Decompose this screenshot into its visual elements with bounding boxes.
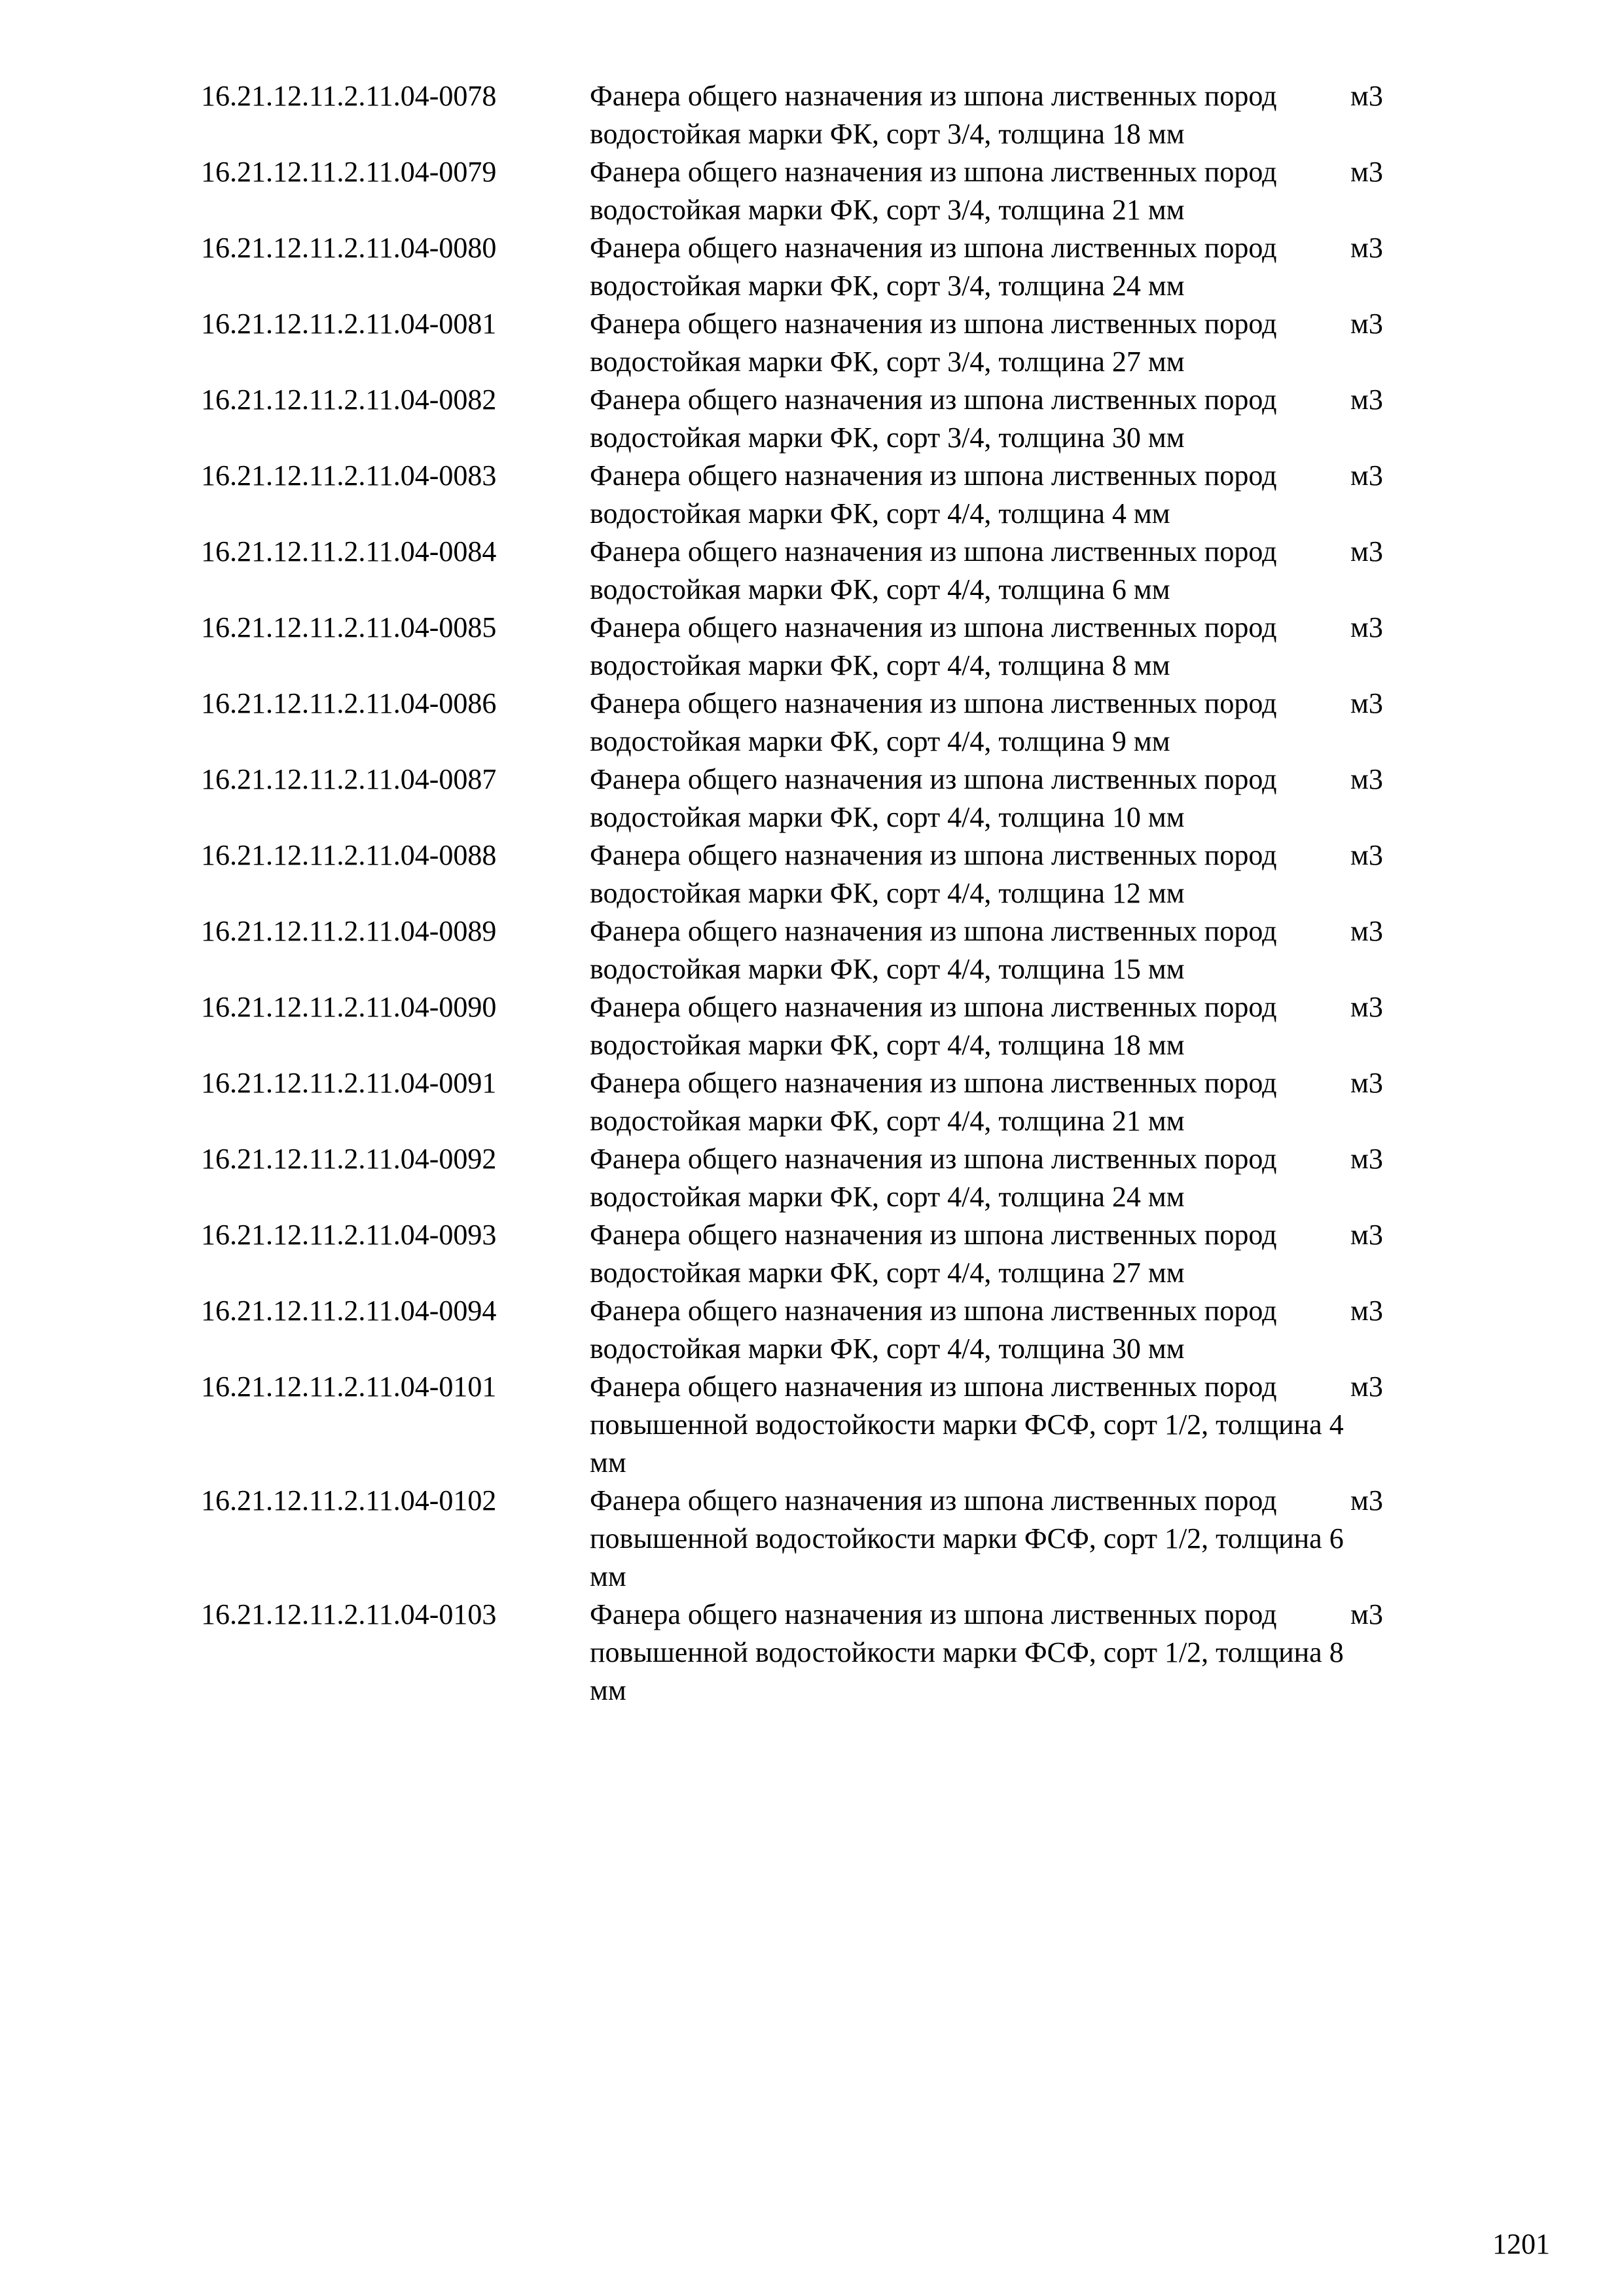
item-unit: м3 — [1350, 763, 1383, 795]
table-row — [201, 836, 1445, 912]
item-name: Фанера общего назначения из шпона лиственных пород водостойкая марки ФК, сорт 4/4, толщина 27 мм — [590, 1219, 1277, 1289]
item-code: 16.21.12.11.2.11.04-0102 — [201, 1484, 497, 1516]
item-name: Фанера общего назначения из шпона лиственных пород водостойкая марки ФК, сорт 3/4, толщина 24 мм — [590, 232, 1277, 302]
item-name: Фанера общего назначения из шпона лиственных пород водостойкая марки ФК, сорт 4/4, толщина 24 мм — [590, 1143, 1277, 1213]
item-name: Фанера общего назначения из шпона лиственных пород водостойкая марки ФК, сорт 3/4, толщина 27 мм — [590, 308, 1277, 378]
table-row — [201, 1292, 1445, 1368]
item-unit: м3 — [1350, 232, 1383, 264]
table-row — [201, 1482, 1445, 1596]
item-code: 16.21.12.11.2.11.04-0078 — [201, 80, 497, 112]
item-name: Фанера общего назначения из шпона лиственных пород повышенной водостойкости марки ФСФ, сорт 1/2, толщина 6 мм — [590, 1484, 1344, 1592]
item-code: 16.21.12.11.2.11.04-0085 — [201, 611, 497, 643]
item-unit: м3 — [1350, 1295, 1383, 1327]
item-code: 16.21.12.11.2.11.04-0080 — [201, 232, 497, 264]
item-code: 16.21.12.11.2.11.04-0086 — [201, 687, 497, 719]
table-row — [201, 1216, 1445, 1292]
item-unit: м3 — [1350, 1598, 1383, 1630]
item-unit: м3 — [1350, 915, 1383, 947]
item-name: Фанера общего назначения из шпона лиственных пород водостойкая марки ФК, сорт 4/4, толщина 30 мм — [590, 1295, 1277, 1365]
item-code: 16.21.12.11.2.11.04-0094 — [201, 1295, 497, 1327]
item-unit: м3 — [1350, 308, 1383, 340]
item-code: 16.21.12.11.2.11.04-0089 — [201, 915, 497, 947]
item-unit: м3 — [1350, 687, 1383, 719]
page-number: 1201 — [1492, 2228, 1550, 2260]
item-code: 16.21.12.11.2.11.04-0079 — [201, 156, 497, 188]
item-unit: м3 — [1350, 459, 1383, 492]
item-name: Фанера общего назначения из шпона лиственных пород водостойкая марки ФК, сорт 4/4, толщина 8 мм — [590, 611, 1277, 681]
item-unit: м3 — [1350, 535, 1383, 567]
item-unit: м3 — [1350, 1484, 1383, 1516]
item-unit: м3 — [1350, 1371, 1383, 1403]
item-unit: м3 — [1350, 384, 1383, 416]
item-name: Фанера общего назначения из шпона лиственных пород водостойкая марки ФК, сорт 4/4, толщина 18 мм — [590, 991, 1277, 1061]
table-row — [201, 305, 1445, 381]
item-code: 16.21.12.11.2.11.04-0093 — [201, 1219, 497, 1251]
item-name: Фанера общего назначения из шпона лиственных пород водостойкая марки ФК, сорт 3/4, толщина 21 мм — [590, 156, 1277, 226]
table-row — [201, 1140, 1445, 1216]
item-name: Фанера общего назначения из шпона лиственных пород повышенной водостойкости марки ФСФ, сорт 1/2, толщина 4 мм — [590, 1371, 1344, 1479]
table-row — [201, 1596, 1445, 1710]
item-code: 16.21.12.11.2.11.04-0084 — [201, 535, 497, 567]
item-name: Фанера общего назначения из шпона лиственных пород водостойкая марки ФК, сорт 4/4, толщина 12 мм — [590, 839, 1277, 909]
item-code: 16.21.12.11.2.11.04-0083 — [201, 459, 497, 492]
item-code: 16.21.12.11.2.11.04-0090 — [201, 991, 497, 1023]
table-row — [201, 229, 1445, 305]
table-row — [201, 988, 1445, 1064]
item-name: Фанера общего назначения из шпона лиственных пород водостойкая марки ФК, сорт 4/4, толщина 4 мм — [590, 459, 1277, 529]
table-row — [201, 1368, 1445, 1482]
item-name: Фанера общего назначения из шпона лиственных пород водостойкая марки ФК, сорт 4/4, толщина 10 мм — [590, 763, 1277, 833]
table-row — [201, 685, 1445, 761]
item-code: 16.21.12.11.2.11.04-0088 — [201, 839, 497, 871]
item-code: 16.21.12.11.2.11.04-0082 — [201, 384, 497, 416]
item-unit: м3 — [1350, 839, 1383, 871]
item-unit: м3 — [1350, 156, 1383, 188]
item-name: Фанера общего назначения из шпона лиственных пород водостойкая марки ФК, сорт 4/4, толщина 15 мм — [590, 915, 1277, 985]
item-name: Фанера общего назначения из шпона лиственных пород водостойкая марки ФК, сорт 4/4, толщина 6 мм — [590, 535, 1277, 605]
table-row — [201, 912, 1445, 988]
item-name: Фанера общего назначения из шпона лиственных пород водостойкая марки ФК, сорт 4/4, толщина 9 мм — [590, 687, 1277, 757]
item-code: 16.21.12.11.2.11.04-0103 — [201, 1598, 497, 1630]
item-code: 16.21.12.11.2.11.04-0087 — [201, 763, 497, 795]
table-row — [201, 457, 1445, 533]
item-code: 16.21.12.11.2.11.04-0081 — [201, 308, 497, 340]
item-unit: м3 — [1350, 1067, 1383, 1099]
item-unit: м3 — [1350, 1143, 1383, 1175]
table-row — [201, 381, 1445, 457]
item-code: 16.21.12.11.2.11.04-0101 — [201, 1371, 497, 1403]
table-row — [201, 533, 1445, 609]
table-row — [201, 761, 1445, 836]
item-name: Фанера общего назначения из шпона лиственных пород повышенной водостойкости марки ФСФ, сорт 1/2, толщина 8 мм — [590, 1598, 1344, 1706]
table-row — [201, 609, 1445, 685]
item-code: 16.21.12.11.2.11.04-0091 — [201, 1067, 497, 1099]
catalog-table — [201, 77, 1445, 1710]
item-unit: м3 — [1350, 1219, 1383, 1251]
item-unit: м3 — [1350, 991, 1383, 1023]
item-unit: м3 — [1350, 611, 1383, 643]
item-name: Фанера общего назначения из шпона лиственных пород водостойкая марки ФК, сорт 3/4, толщина 18 мм — [590, 80, 1277, 150]
table-row — [201, 153, 1445, 229]
item-unit: м3 — [1350, 80, 1383, 112]
item-name: Фанера общего назначения из шпона лиственных пород водостойкая марки ФК, сорт 3/4, толщина 30 мм — [590, 384, 1277, 454]
table-row — [201, 77, 1445, 153]
table-row — [201, 1064, 1445, 1140]
item-code: 16.21.12.11.2.11.04-0092 — [201, 1143, 497, 1175]
item-name: Фанера общего назначения из шпона лиственных пород водостойкая марки ФК, сорт 4/4, толщина 21 мм — [590, 1067, 1277, 1137]
